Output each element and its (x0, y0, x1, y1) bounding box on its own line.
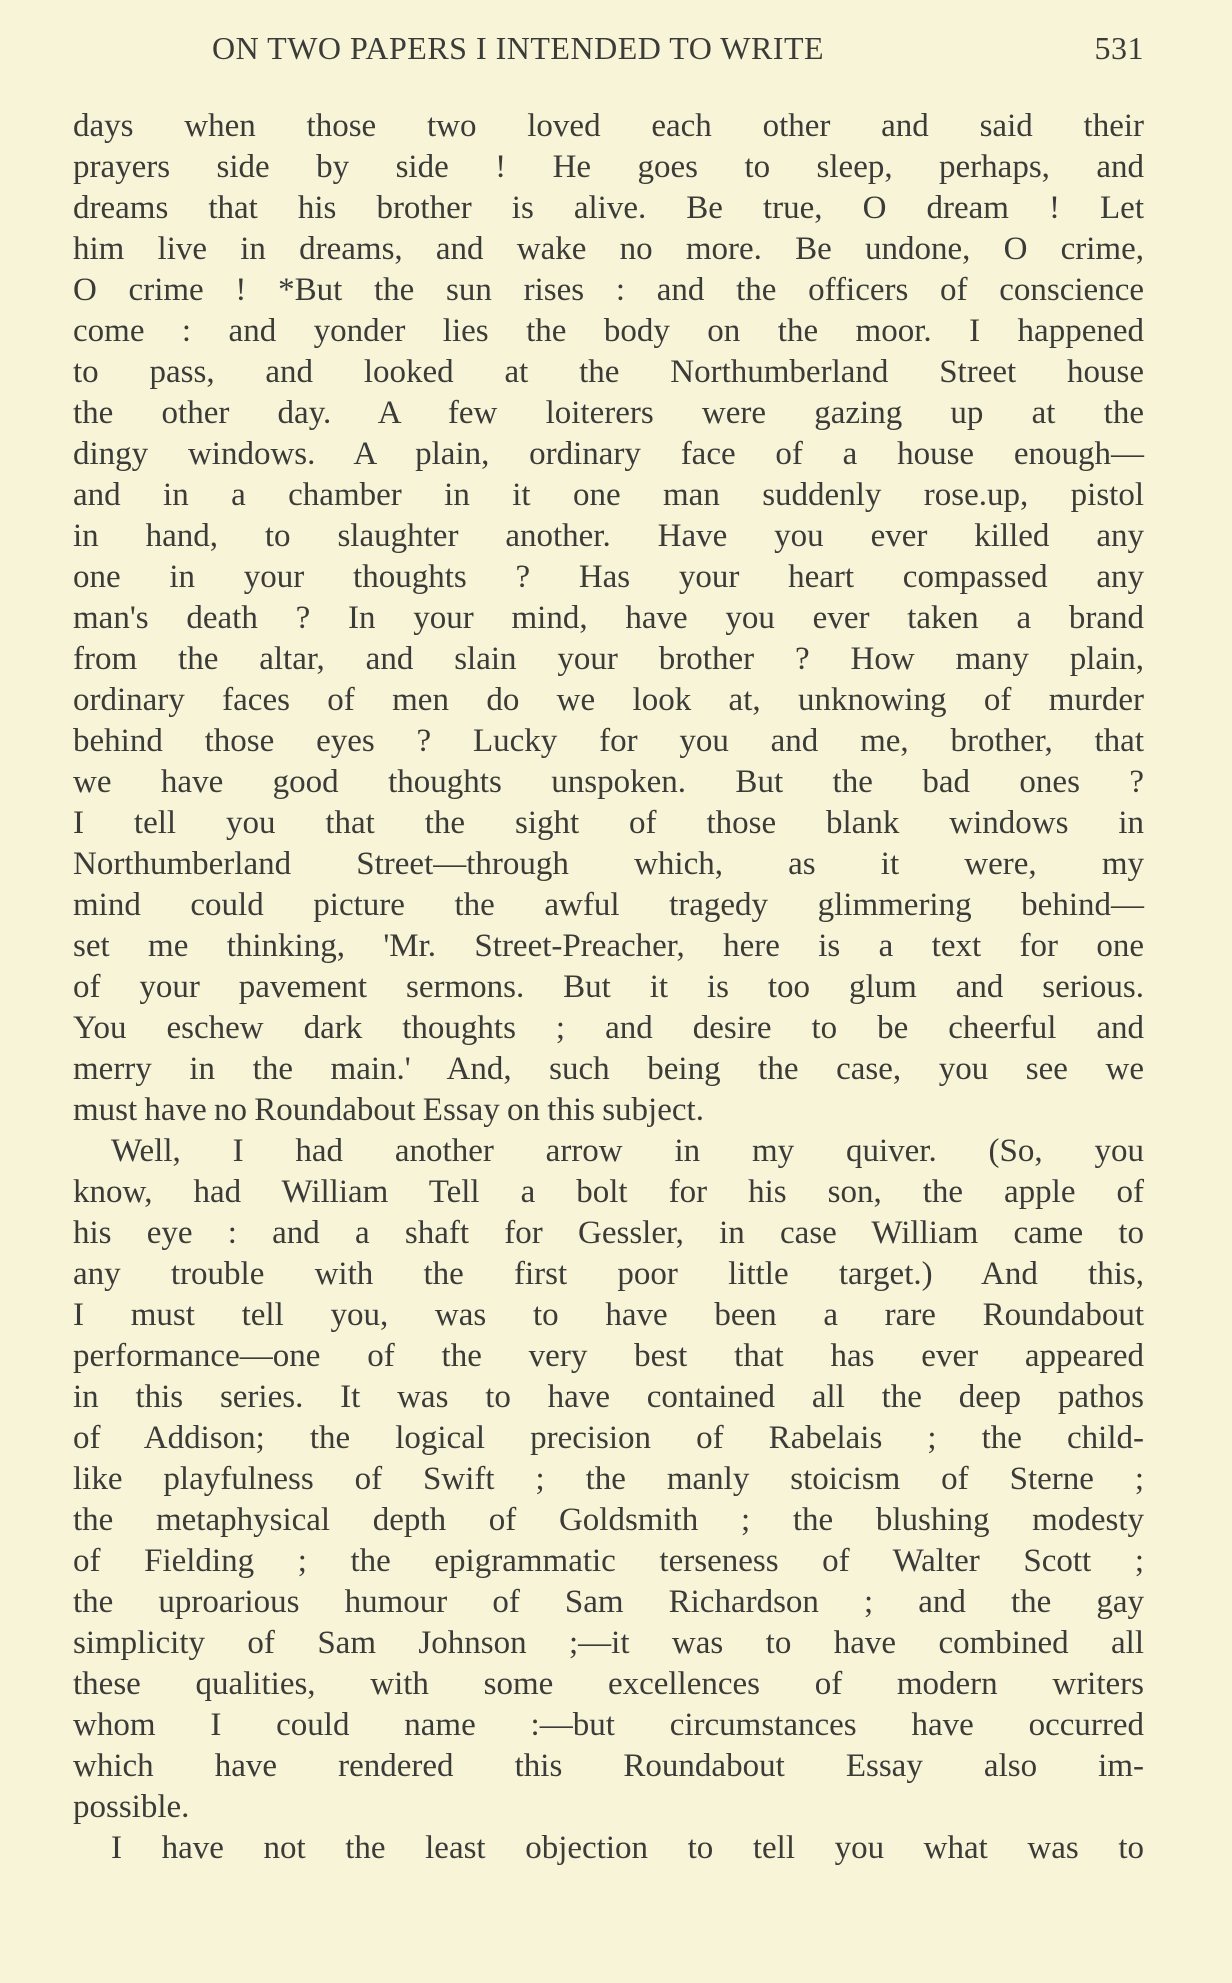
text-line: of your pavement sermons. But it is too glum and serious. (73, 969, 1144, 1005)
text-line: performance—one of the very best that has ever appeared (73, 1338, 1144, 1374)
text-line: merry in the main.' And, such being the case, you see we (73, 1051, 1144, 1087)
text-line: behind those eyes ? Lucky for you and me, brother, that (73, 723, 1144, 759)
text-line: prayers side by side ! He goes to sleep, perhaps, and (73, 149, 1144, 185)
text-line: the other day. A few loiterers were gazing up at the (73, 395, 1144, 431)
text-line: simplicity of Sam Johnson ;—it was to have combined all (73, 1625, 1144, 1661)
text-line: of Addison; the logical precision of Rabelais ; the child- (73, 1420, 1144, 1456)
text-line: dingy windows. A plain, ordinary face of a house enough— (73, 436, 1144, 472)
text-line: Northumberland Street—through which, as it were, my (73, 846, 1144, 882)
text-line: mind could picture the awful tragedy glimmering behind— (73, 887, 1144, 923)
text-line: in hand, to slaughter another. Have you ever killed any (73, 518, 1144, 554)
text-line: the uproarious humour of Sam Richardson ; and the gay (73, 1584, 1144, 1620)
text-line: I have not the least objection to tell you what was to (111, 1830, 1144, 1866)
text-line: any trouble with the first poor little target.) And this, (73, 1256, 1144, 1292)
text-line: set me thinking, 'Mr. Street-Preacher, here is a text for one (73, 928, 1144, 964)
text-line: his eye : and a shaft for Gessler, in case William came to (73, 1215, 1144, 1251)
text-line: ordinary faces of men do we look at, unknowing of murder (73, 682, 1144, 718)
text-line: and in a chamber in it one man suddenly rose.up, pistol (73, 477, 1144, 513)
text-line: I tell you that the sight of those blank windows in (73, 805, 1144, 841)
text-line: days when those two loved each other and said their (73, 108, 1144, 144)
running-header (212, 30, 1144, 74)
body-text (73, 106, 1144, 1869)
text-line: we have good thoughts unspoken. But the bad ones ? (73, 764, 1144, 800)
text-line: the metaphysical depth of Goldsmith ; the blushing modesty (73, 1502, 1144, 1538)
text-line: Well, I had another arrow in my quiver. (So, you (111, 1133, 1144, 1169)
text-line: possible. (73, 1789, 190, 1825)
running-title: ON TWO PAPERS I INTENDED TO WRITE (212, 30, 825, 66)
text-line: of Fielding ; the epigrammatic terseness of Walter Scott ; (73, 1543, 1144, 1579)
text-line: him live in dreams, and wake no more. Be undone, O crime, (73, 231, 1144, 267)
text-line: You eschew dark thoughts ; and desire to be cheerful and (73, 1010, 1144, 1046)
text-line: man's death ? In your mind, have you ever taken a brand (73, 600, 1144, 636)
page-number: 531 (1094, 30, 1144, 66)
text-line: which have rendered this Roundabout Essay also im- (73, 1748, 1144, 1784)
text-line: know, had William Tell a bolt for his son, the apple of (73, 1174, 1144, 1210)
text-line: in this series. It was to have contained all the deep pathos (73, 1379, 1144, 1415)
text-line: come : and yonder lies the body on the moor. I happened (73, 313, 1144, 349)
text-line: one in your thoughts ? Has your heart compassed any (73, 559, 1144, 595)
text-line: O crime ! *But the sun rises : and the officers of conscience (73, 272, 1144, 308)
text-line: must have no Roundabout Essay on this subject. (73, 1092, 704, 1128)
text-line: these qualities, with some excellences of modern writers (73, 1666, 1144, 1702)
text-line: to pass, and looked at the Northumberland Street house (73, 354, 1144, 390)
text-line: from the altar, and slain your brother ? How many plain, (73, 641, 1144, 677)
text-line: whom I could name :—but circumstances have occurred (73, 1707, 1144, 1743)
text-line: dreams that his brother is alive. Be true, O dream ! Let (73, 190, 1144, 226)
text-line: I must tell you, was to have been a rare Roundabout (73, 1297, 1144, 1333)
text-line: like playfulness of Swift ; the manly stoicism of Sterne ; (73, 1461, 1144, 1497)
